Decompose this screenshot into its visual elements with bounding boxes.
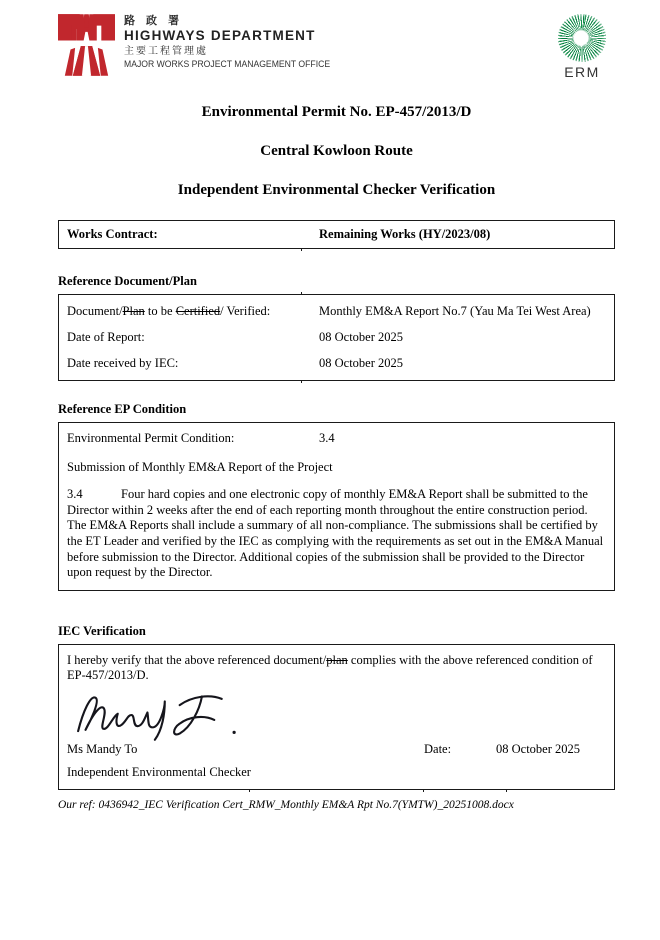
table-column-tick [301, 248, 302, 251]
date-value: 08 October 2025 [496, 741, 581, 756]
table-column-tick [301, 292, 302, 295]
date-label: Date: [424, 741, 452, 756]
erm-wordmark: ERM [564, 64, 600, 80]
highways-department-brand [58, 14, 339, 76]
verification-statement [67, 653, 606, 684]
date-received-value: 08 October 2025 [319, 355, 404, 370]
signatory-title: Independent Environmental Checker [67, 764, 251, 779]
permit-condition-label: Environmental Permit Condition: [67, 431, 235, 445]
struck-word-certified: Certified [175, 303, 221, 318]
department-name-block [124, 14, 339, 70]
dept-name-english: HIGHWAYS DEPARTMENT [124, 28, 316, 43]
label-text: / Verified: [220, 303, 271, 318]
struck-word-plan: plan [326, 652, 348, 667]
works-contract-label: Works Contract: [67, 227, 158, 241]
table-column-tick [506, 789, 507, 792]
letterhead [58, 14, 615, 80]
permit-number-title: Environmental Permit No. EP-457/2013/D [201, 104, 472, 120]
label-text: to be [144, 303, 176, 318]
label-text: Document/ [67, 303, 123, 318]
works-contract-value: Remaining Works (HY/2023/08) [319, 227, 491, 241]
statement-text: I hereby verify that the above referenced document/ [67, 652, 327, 667]
erm-logo-icon [558, 14, 606, 62]
document-verified-label [67, 304, 311, 319]
signatory-row [67, 742, 606, 758]
clause-number: 3.4 [67, 487, 83, 502]
ep-condition-subject: Submission of Monthly EM&A Report of the Project [67, 459, 333, 474]
date-of-report-row [67, 324, 606, 350]
signature-area [67, 689, 606, 741]
office-name-english: MAJOR WORKS PROJECT MANAGEMENT OFFICE [124, 59, 331, 69]
works-contract-row [67, 227, 606, 242]
reference-document-heading: Reference Document/Plan [58, 274, 197, 288]
ep-condition-clause [67, 487, 606, 581]
project-title: Central Kowloon Route [260, 143, 413, 159]
document-title: Independent Environmental Checker Verification [177, 182, 496, 198]
office-name-chinese: 主要工程管理處 [124, 46, 208, 57]
date-received-label: Date received by IEC: [67, 355, 179, 370]
handwritten-signature [67, 689, 322, 741]
document-verified-value: Monthly EM&A Report No.7 (Yau Ma Tei West Area) [319, 303, 591, 318]
clause-text: Four hard copies and one electronic copy of monthly EM&A Report shall be submitted to the Director within 2 weeks after the end of each reporting month throughout the entire construction period. The EM&A Reports shall include a summary of all non-compliance. The submissions shall be certified by the ET Leader and verified by the IEC as complying with the requirements as set out in the EM&A Manual before submission to the Director. Additional copies of the submission shall be provided to the Director upon request by the Director. [67, 487, 604, 580]
erm-brand [551, 14, 613, 80]
reference-document-table [58, 294, 615, 381]
dept-name-chinese: 路 政 署 [124, 15, 184, 27]
iec-verification-box [58, 644, 615, 790]
table-column-tick [301, 380, 302, 383]
struck-word-plan: Plan [122, 303, 145, 318]
date-of-report-label: Date of Report: [67, 329, 145, 344]
iec-verification-heading: IEC Verification [58, 623, 146, 638]
our-ref-line: Our ref: 0436942_IEC Verification Cert_RMW_Monthly EM&A Rpt No.7(YMTW)_20251008.docx [58, 799, 514, 812]
table-column-tick [249, 789, 250, 792]
table-column-tick [423, 789, 424, 792]
permit-condition-row [67, 430, 606, 447]
ep-condition-heading: Reference EP Condition [58, 402, 187, 416]
date-of-report-value: 08 October 2025 [319, 329, 404, 344]
permit-condition-value: 3.4 [319, 431, 335, 445]
ep-condition-table [58, 422, 615, 591]
document-verified-row [67, 298, 606, 324]
signatory-name: Ms Mandy To [67, 741, 138, 756]
statement-text: complies with the above referenced condition of EP-457/2013/D. [67, 652, 593, 683]
date-received-row [67, 350, 606, 376]
works-contract-table [58, 220, 615, 249]
highways-department-logo-icon [58, 14, 115, 76]
